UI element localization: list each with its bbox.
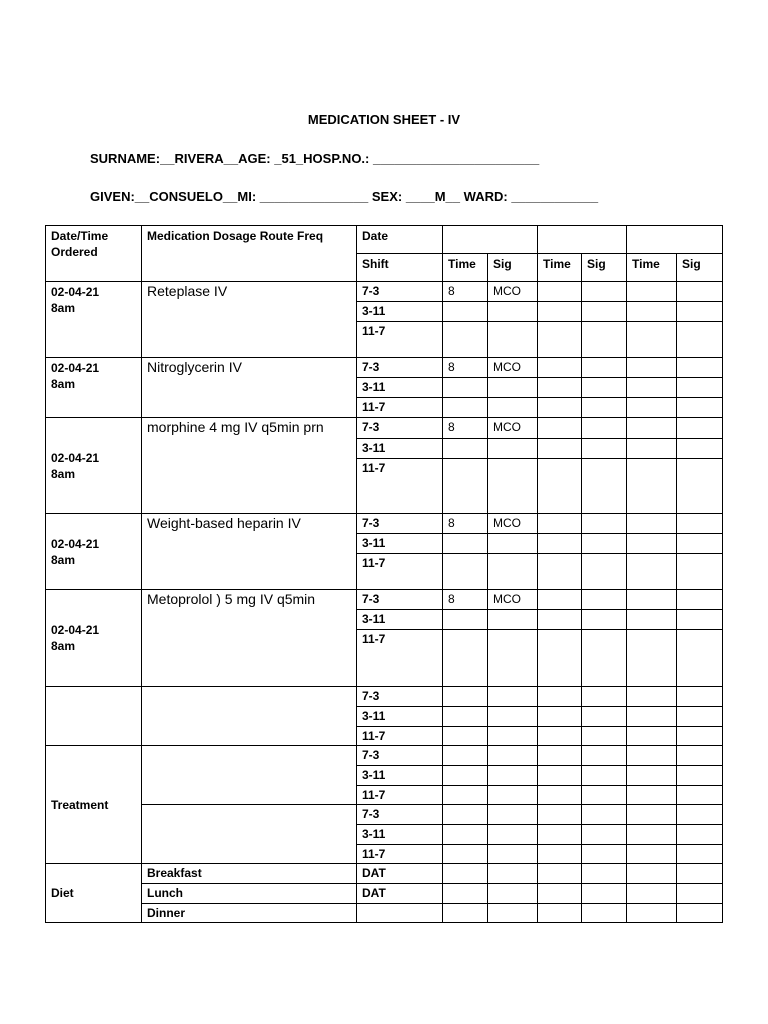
entry-cell[interactable] bbox=[488, 746, 538, 766]
entry-cell[interactable] bbox=[582, 439, 627, 459]
entry-cell[interactable] bbox=[677, 302, 723, 322]
header-sig-3: Sig bbox=[677, 254, 723, 282]
entry-cell[interactable] bbox=[627, 746, 677, 766]
surname-field[interactable]: __RIVERA__ bbox=[160, 151, 239, 166]
header-datetime-ordered: Date/Time Ordered bbox=[46, 226, 142, 282]
entry-cell[interactable] bbox=[627, 707, 677, 727]
entry-cell[interactable] bbox=[627, 439, 677, 459]
entry-cell[interactable] bbox=[538, 766, 582, 786]
entry-cell[interactable] bbox=[582, 459, 627, 514]
entry-cell[interactable] bbox=[627, 398, 677, 418]
entry-cell[interactable] bbox=[443, 630, 488, 687]
entry-cell[interactable] bbox=[677, 322, 723, 358]
entry-cell[interactable] bbox=[488, 554, 538, 590]
hosp-no-label: HOSP.NO.: bbox=[303, 151, 373, 166]
sig-cell[interactable]: MCO bbox=[488, 358, 538, 378]
entry-cell[interactable] bbox=[627, 630, 677, 687]
patient-line-2 bbox=[90, 189, 598, 204]
order-5-medication: Metoprolol ) 5 mg IV q5min bbox=[142, 590, 357, 687]
entry-cell[interactable] bbox=[488, 534, 538, 554]
hosp-no-field[interactable]: _______________________ bbox=[373, 151, 540, 166]
entry-cell[interactable] bbox=[582, 282, 627, 302]
entry-cell[interactable] bbox=[538, 590, 582, 610]
entry-cell[interactable] bbox=[582, 825, 627, 845]
order-1-date: 02-04-21 bbox=[51, 285, 100, 299]
entry-cell[interactable] bbox=[627, 534, 677, 554]
entry-cell[interactable] bbox=[627, 687, 677, 707]
entry-cell[interactable] bbox=[488, 786, 538, 805]
entry-cell[interactable] bbox=[538, 418, 582, 439]
entry-cell[interactable] bbox=[677, 904, 723, 923]
patient-line-1 bbox=[90, 151, 539, 166]
shift-cell: 7-3 bbox=[357, 358, 443, 378]
shift-cell: 7-3 bbox=[357, 418, 443, 439]
entry-cell[interactable] bbox=[677, 610, 723, 630]
shift-cell: 3-11 bbox=[357, 534, 443, 554]
order-1-time: 8am bbox=[51, 301, 76, 315]
entry-cell[interactable] bbox=[443, 378, 488, 398]
entry-cell[interactable] bbox=[627, 727, 677, 746]
entry-cell[interactable] bbox=[627, 766, 677, 786]
sheet-title: MEDICATION SHEET - IV bbox=[307, 112, 461, 127]
shift-cell: 7-3 bbox=[357, 514, 443, 534]
shift-cell: 11-7 bbox=[357, 554, 443, 590]
order-4-datetime bbox=[46, 514, 142, 590]
entry-cell[interactable] bbox=[443, 727, 488, 746]
entry-cell[interactable] bbox=[677, 534, 723, 554]
diet-label: Diet bbox=[46, 864, 142, 923]
shift-cell: 3-11 bbox=[357, 766, 443, 786]
entry-cell[interactable] bbox=[488, 439, 538, 459]
entry-cell[interactable] bbox=[677, 746, 723, 766]
entry-cell[interactable] bbox=[538, 746, 582, 766]
entry-cell[interactable] bbox=[627, 845, 677, 864]
entry-cell[interactable] bbox=[582, 302, 627, 322]
entry-cell[interactable] bbox=[443, 746, 488, 766]
ward-field[interactable]: ____________ bbox=[511, 189, 599, 204]
entry-cell[interactable] bbox=[538, 282, 582, 302]
shift-cell: 11-7 bbox=[357, 727, 443, 746]
entry-cell[interactable] bbox=[677, 884, 723, 904]
entry-cell[interactable] bbox=[677, 514, 723, 534]
entry-cell[interactable] bbox=[582, 884, 627, 904]
entry-cell[interactable] bbox=[677, 358, 723, 378]
entry-cell[interactable] bbox=[538, 610, 582, 630]
entry-cell[interactable] bbox=[582, 534, 627, 554]
given-time-cell[interactable]: 8 bbox=[443, 282, 488, 302]
entry-cell[interactable] bbox=[582, 845, 627, 864]
shift-cell: 11-7 bbox=[357, 630, 443, 687]
sex-label: SEX: bbox=[368, 189, 406, 204]
entry-cell[interactable] bbox=[677, 439, 723, 459]
diet-dinner: Dinner bbox=[142, 904, 357, 923]
entry-cell[interactable] bbox=[538, 884, 582, 904]
entry-cell[interactable] bbox=[627, 378, 677, 398]
header-time-2: Time bbox=[538, 254, 582, 282]
order-6-datetime[interactable] bbox=[46, 687, 142, 746]
entry-cell[interactable] bbox=[488, 884, 538, 904]
entry-cell[interactable] bbox=[677, 398, 723, 418]
entry-cell[interactable] bbox=[488, 302, 538, 322]
entry-cell[interactable] bbox=[627, 459, 677, 514]
entry-cell[interactable] bbox=[443, 398, 488, 418]
entry-cell[interactable] bbox=[677, 805, 723, 825]
entry-cell[interactable] bbox=[627, 786, 677, 805]
entry-cell[interactable] bbox=[538, 302, 582, 322]
entry-cell[interactable] bbox=[677, 766, 723, 786]
header-sig-1: Sig bbox=[488, 254, 538, 282]
entry-cell[interactable] bbox=[538, 322, 582, 358]
entry-cell[interactable] bbox=[488, 825, 538, 845]
entry-cell[interactable] bbox=[443, 302, 488, 322]
entry-cell[interactable] bbox=[443, 534, 488, 554]
shift-cell: 7-3 bbox=[357, 805, 443, 825]
order-3-time: 8am bbox=[51, 466, 76, 481]
entry-cell[interactable] bbox=[582, 630, 627, 687]
entry-cell[interactable] bbox=[582, 358, 627, 378]
shift-cell: 3-11 bbox=[357, 378, 443, 398]
entry-cell[interactable] bbox=[488, 904, 538, 923]
date-cell-2[interactable] bbox=[538, 226, 627, 254]
order-4-date: 02-04-21 bbox=[51, 536, 100, 551]
entry-cell[interactable] bbox=[677, 418, 723, 439]
order-5-time: 8am bbox=[51, 639, 76, 653]
order-6-medication[interactable] bbox=[142, 687, 357, 746]
order-3-date: 02-04-21 bbox=[51, 450, 100, 465]
entry-cell[interactable] bbox=[443, 884, 488, 904]
shift-cell: 3-11 bbox=[357, 302, 443, 322]
entry-cell[interactable] bbox=[582, 727, 627, 746]
entry-cell[interactable] bbox=[582, 398, 627, 418]
entry-cell[interactable] bbox=[538, 864, 582, 884]
entry-cell[interactable] bbox=[582, 786, 627, 805]
entry-cell[interactable] bbox=[582, 864, 627, 884]
entry-cell[interactable] bbox=[582, 610, 627, 630]
diet-dinner-shift[interactable] bbox=[357, 904, 443, 923]
entry-cell[interactable] bbox=[443, 322, 488, 358]
sex-field[interactable]: ____M__ bbox=[405, 189, 461, 204]
header-medication: Medication Dosage Route Freq bbox=[142, 226, 357, 282]
order-1-medication: Reteplase IV bbox=[142, 282, 357, 358]
entry-cell[interactable] bbox=[677, 554, 723, 590]
order-1-datetime bbox=[46, 282, 142, 358]
header-time-1: Time bbox=[443, 254, 488, 282]
header-time-3: Time bbox=[627, 254, 677, 282]
mi-field[interactable]: _______________ bbox=[259, 189, 369, 204]
entry-cell[interactable] bbox=[538, 707, 582, 727]
entry-cell[interactable] bbox=[582, 707, 627, 727]
entry-cell[interactable] bbox=[488, 864, 538, 884]
order-2-medication: Nitroglycerin IV bbox=[142, 358, 357, 418]
shift-cell: 3-11 bbox=[357, 439, 443, 459]
entry-cell[interactable] bbox=[627, 825, 677, 845]
date-cell-3[interactable] bbox=[627, 226, 723, 254]
diet-breakfast: Breakfast bbox=[142, 864, 357, 884]
entry-cell[interactable] bbox=[443, 805, 488, 825]
entry-cell[interactable] bbox=[488, 845, 538, 864]
order-3-medication: morphine 4 mg IV q5min prn bbox=[142, 418, 357, 514]
order-2-datetime bbox=[46, 358, 142, 418]
entry-cell[interactable] bbox=[582, 378, 627, 398]
entry-cell[interactable] bbox=[677, 864, 723, 884]
shift-cell: 11-7 bbox=[357, 459, 443, 514]
entry-cell[interactable] bbox=[582, 554, 627, 590]
header-shift: Shift bbox=[357, 254, 443, 282]
entry-cell[interactable] bbox=[443, 825, 488, 845]
medication-table bbox=[45, 225, 723, 923]
entry-cell[interactable] bbox=[627, 418, 677, 439]
entry-cell[interactable] bbox=[538, 534, 582, 554]
given-label: GIVEN: bbox=[90, 189, 135, 204]
entry-cell[interactable] bbox=[488, 707, 538, 727]
date-cell-1[interactable] bbox=[443, 226, 538, 254]
entry-cell[interactable] bbox=[627, 590, 677, 610]
entry-cell[interactable] bbox=[677, 282, 723, 302]
entry-cell[interactable] bbox=[443, 766, 488, 786]
order-2-date: 02-04-21 bbox=[51, 361, 100, 375]
order-4-medication: Weight-based heparin IV bbox=[142, 514, 357, 590]
entry-cell[interactable] bbox=[538, 514, 582, 534]
entry-cell[interactable] bbox=[582, 590, 627, 610]
surname-label: SURNAME: bbox=[90, 151, 161, 166]
header-date: Date bbox=[357, 226, 443, 254]
entry-cell[interactable] bbox=[627, 358, 677, 378]
shift-cell: 11-7 bbox=[357, 398, 443, 418]
entry-cell[interactable] bbox=[488, 398, 538, 418]
entry-cell[interactable] bbox=[538, 439, 582, 459]
entry-cell[interactable] bbox=[538, 630, 582, 687]
entry-cell[interactable] bbox=[582, 322, 627, 358]
shift-cell: 3-11 bbox=[357, 707, 443, 727]
entry-cell[interactable] bbox=[538, 554, 582, 590]
entry-cell[interactable] bbox=[488, 766, 538, 786]
order-2-time: 8am bbox=[51, 377, 76, 391]
ward-label: WARD: bbox=[460, 189, 512, 204]
diet-lunch-shift[interactable]: DAT bbox=[357, 884, 443, 904]
diet-breakfast-shift[interactable]: DAT bbox=[357, 864, 443, 884]
shift-cell: 7-3 bbox=[357, 282, 443, 302]
entry-cell[interactable] bbox=[538, 845, 582, 864]
entry-cell[interactable] bbox=[677, 630, 723, 687]
entry-cell[interactable] bbox=[488, 459, 538, 514]
entry-cell[interactable] bbox=[627, 554, 677, 590]
entry-cell[interactable] bbox=[488, 630, 538, 687]
entry-cell[interactable] bbox=[582, 746, 627, 766]
entry-cell[interactable] bbox=[443, 439, 488, 459]
entry-cell[interactable] bbox=[443, 610, 488, 630]
entry-cell[interactable] bbox=[582, 514, 627, 534]
entry-cell[interactable] bbox=[443, 786, 488, 805]
shift-cell: 11-7 bbox=[357, 845, 443, 864]
entry-cell[interactable] bbox=[443, 845, 488, 864]
given-time-cell[interactable]: 8 bbox=[443, 590, 488, 610]
entry-cell[interactable] bbox=[488, 378, 538, 398]
order-3-datetime bbox=[46, 418, 142, 514]
entry-cell[interactable] bbox=[582, 766, 627, 786]
entry-cell[interactable] bbox=[627, 322, 677, 358]
shift-cell: 3-11 bbox=[357, 825, 443, 845]
entry-cell[interactable] bbox=[627, 302, 677, 322]
entry-cell[interactable] bbox=[627, 904, 677, 923]
entry-cell[interactable] bbox=[538, 727, 582, 746]
sig-cell[interactable]: MCO bbox=[488, 590, 538, 610]
entry-cell[interactable] bbox=[538, 904, 582, 923]
entry-cell[interactable] bbox=[538, 459, 582, 514]
entry-cell[interactable] bbox=[443, 554, 488, 590]
given-time-cell[interactable]: 8 bbox=[443, 418, 488, 439]
entry-cell[interactable] bbox=[627, 884, 677, 904]
entry-cell[interactable] bbox=[677, 786, 723, 805]
sig-cell[interactable]: MCO bbox=[488, 282, 538, 302]
order-5-datetime bbox=[46, 590, 142, 687]
given-time-cell[interactable]: 8 bbox=[443, 358, 488, 378]
diet-lunch: Lunch bbox=[142, 884, 357, 904]
given-time-cell[interactable]: 8 bbox=[443, 514, 488, 534]
entry-cell[interactable] bbox=[677, 590, 723, 610]
entry-cell[interactable] bbox=[538, 825, 582, 845]
entry-cell[interactable] bbox=[443, 687, 488, 707]
shift-cell: 7-3 bbox=[357, 687, 443, 707]
entry-cell[interactable] bbox=[582, 418, 627, 439]
entry-cell[interactable] bbox=[538, 358, 582, 378]
given-field[interactable]: __CONSUELO__ bbox=[134, 189, 238, 204]
entry-cell[interactable] bbox=[677, 825, 723, 845]
entry-cell[interactable] bbox=[627, 514, 677, 534]
entry-cell[interactable] bbox=[677, 459, 723, 514]
order-5-date: 02-04-21 bbox=[51, 623, 100, 637]
shift-cell: 11-7 bbox=[357, 322, 443, 358]
treatment-2-field[interactable] bbox=[142, 805, 357, 864]
entry-cell[interactable] bbox=[538, 398, 582, 418]
entry-cell[interactable] bbox=[488, 610, 538, 630]
age-field[interactable]: _51_ bbox=[274, 151, 304, 166]
entry-cell[interactable] bbox=[488, 727, 538, 746]
shift-cell: 11-7 bbox=[357, 786, 443, 805]
order-4-time: 8am bbox=[51, 552, 76, 567]
entry-cell[interactable] bbox=[677, 707, 723, 727]
entry-cell[interactable] bbox=[677, 727, 723, 746]
age-label: AGE: bbox=[238, 151, 275, 166]
treatment-1-field[interactable] bbox=[142, 746, 357, 805]
entry-cell[interactable] bbox=[627, 610, 677, 630]
shift-cell: 7-3 bbox=[357, 590, 443, 610]
entry-cell[interactable] bbox=[627, 805, 677, 825]
entry-cell[interactable] bbox=[488, 805, 538, 825]
entry-cell[interactable] bbox=[443, 459, 488, 514]
shift-cell: 3-11 bbox=[357, 610, 443, 630]
entry-cell[interactable] bbox=[677, 845, 723, 864]
entry-cell[interactable] bbox=[443, 904, 488, 923]
header-sig-2: Sig bbox=[582, 254, 627, 282]
sig-cell[interactable]: MCO bbox=[488, 514, 538, 534]
entry-cell[interactable] bbox=[627, 282, 677, 302]
entry-cell[interactable] bbox=[538, 378, 582, 398]
entry-cell[interactable] bbox=[627, 864, 677, 884]
entry-cell[interactable] bbox=[443, 864, 488, 884]
entry-cell[interactable] bbox=[538, 786, 582, 805]
mi-label: MI: bbox=[237, 189, 260, 204]
entry-cell[interactable] bbox=[443, 707, 488, 727]
entry-cell[interactable] bbox=[677, 687, 723, 707]
entry-cell[interactable] bbox=[488, 322, 538, 358]
entry-cell[interactable] bbox=[538, 805, 582, 825]
entry-cell[interactable] bbox=[538, 687, 582, 707]
sig-cell[interactable]: MCO bbox=[488, 418, 538, 439]
entry-cell[interactable] bbox=[582, 687, 627, 707]
entry-cell[interactable] bbox=[677, 378, 723, 398]
shift-cell: 7-3 bbox=[357, 746, 443, 766]
treatment-label: Treatment bbox=[46, 746, 142, 864]
entry-cell[interactable] bbox=[582, 904, 627, 923]
entry-cell[interactable] bbox=[488, 687, 538, 707]
entry-cell[interactable] bbox=[582, 805, 627, 825]
